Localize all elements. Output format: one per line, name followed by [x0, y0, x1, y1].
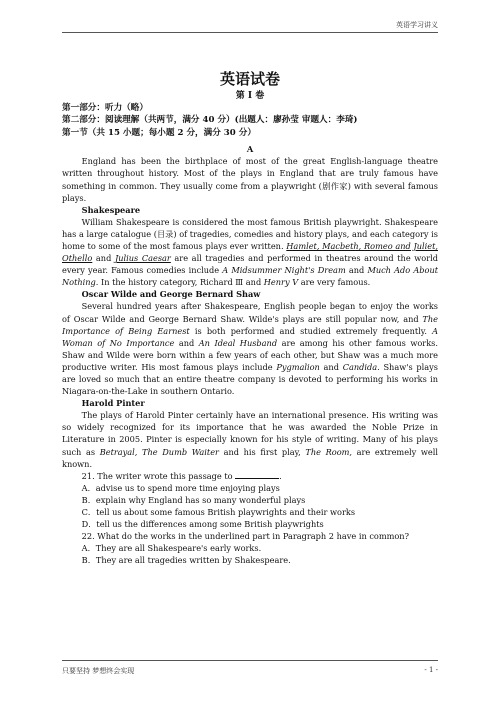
paragraph-wilde-shaw: Several hundred years after Shakespeare, English people began to enjoy the works of Oscar Wilde and George Bernard Shaw. Wilde's plays are still popular now, and The Importance of Being Earnest is both performed and studied extremely frequently. A Woman of No Importance and An Ideal Husband are among his other famous works. Shaw and Wilde were born within a few years of each other, but Shaw was a much more productive writer. His most famous plays include Pygmalion and Candida. Shaw's plays are loved so much that an entire theatre company is devoted to performing his works in Niagara-on-the-Lake in southern Ontario.: [62, 301, 438, 397]
answer-blank: [235, 470, 279, 479]
page-number: - 1 -: [424, 666, 438, 674]
heading-pinter: Harold Pinter: [81, 398, 145, 409]
footer-divider: [62, 660, 438, 661]
heading-wilde-shaw: Oscar Wilde and George Bernard Shaw: [81, 289, 261, 300]
part-two-heading: 第二部分：阅读理解（共两节，满分 40 分）(出题人：廖孙莹 审题人：李琦): [62, 115, 358, 126]
q22-option-b: B．They are all tragedies written by Shakespeare.: [81, 555, 291, 566]
paragraph-shakespeare: William Shakespeare is considered the most famous British playwright. Shakespeare has a large catalogue (目录) of tragedies, comedies and history plays, and each category is home to some of the most famous plays ever written. Hamlet, Macbeth, Romeo and Juliet, Othello and Julius Caesar are all tragedies and performed in theatres around the world every year. Famous comedies include A Midsummer Night's Dream and Much Ado About Nothing. In the history category, Richard Ⅲ and Henry Ⅴ are very famous.: [62, 216, 439, 288]
heading-shakespeare: Shakespeare: [81, 204, 141, 215]
section-one-heading: 第一节（共 15 小题；每小题 2 分，满分 30 分）: [62, 127, 256, 138]
passage-label: A: [246, 144, 254, 155]
part-one-heading: 第一部分：听力（略）: [62, 103, 148, 113]
q21-option-a: A．advise us to spend more time enjoying plays: [81, 482, 280, 493]
header-text: 英语学习讲义: [396, 21, 438, 29]
header-divider: [62, 32, 438, 33]
underlined-julius-caesar: Julius Caesar: [114, 253, 171, 264]
footer-motto: 只要坚持 梦想终会实现: [62, 667, 135, 675]
volume-subtitle: 第 I 卷: [235, 91, 265, 101]
q22-option-a: A．They are all Shakespeare's early works.: [81, 543, 262, 554]
question-22: 22. What do the works in the underlined part in Paragraph 2 have in common?: [81, 531, 409, 542]
paragraph-pinter: The plays of Harold Pinter certainly have an international presence. His writing was so widely recognized for its importance that he was awarded the Noble Prize in Literature in 2005. Pinter is especially known for his style of writing. Many of his plays such as Betrayal, The Dumb Waiter and his first play, The Room, are extremely well known.: [62, 410, 439, 469]
q21-option-c: C．tell us about some famous British playwrights and their works: [81, 507, 356, 518]
document-body: [62, 70, 438, 567]
q21-option-b: B．explain why England has so many wonderful plays: [81, 494, 306, 505]
question-21: 21. The writer wrote this passage to .: [81, 470, 282, 481]
q21-option-d: D．tell us the differences among some British playwrights: [81, 519, 324, 530]
page-title: 英语试卷: [219, 70, 280, 88]
paragraph-intro: England has been the birthplace of most of the great English-language theatre written throughout history. Most of the plays in England that are truly famous have something in common. They usually come from a playwright (剧作家) with several famous plays.: [62, 156, 438, 203]
underlined-plays: Hamlet, Macbeth, Romeo and Juliet, Othello: [62, 240, 438, 264]
